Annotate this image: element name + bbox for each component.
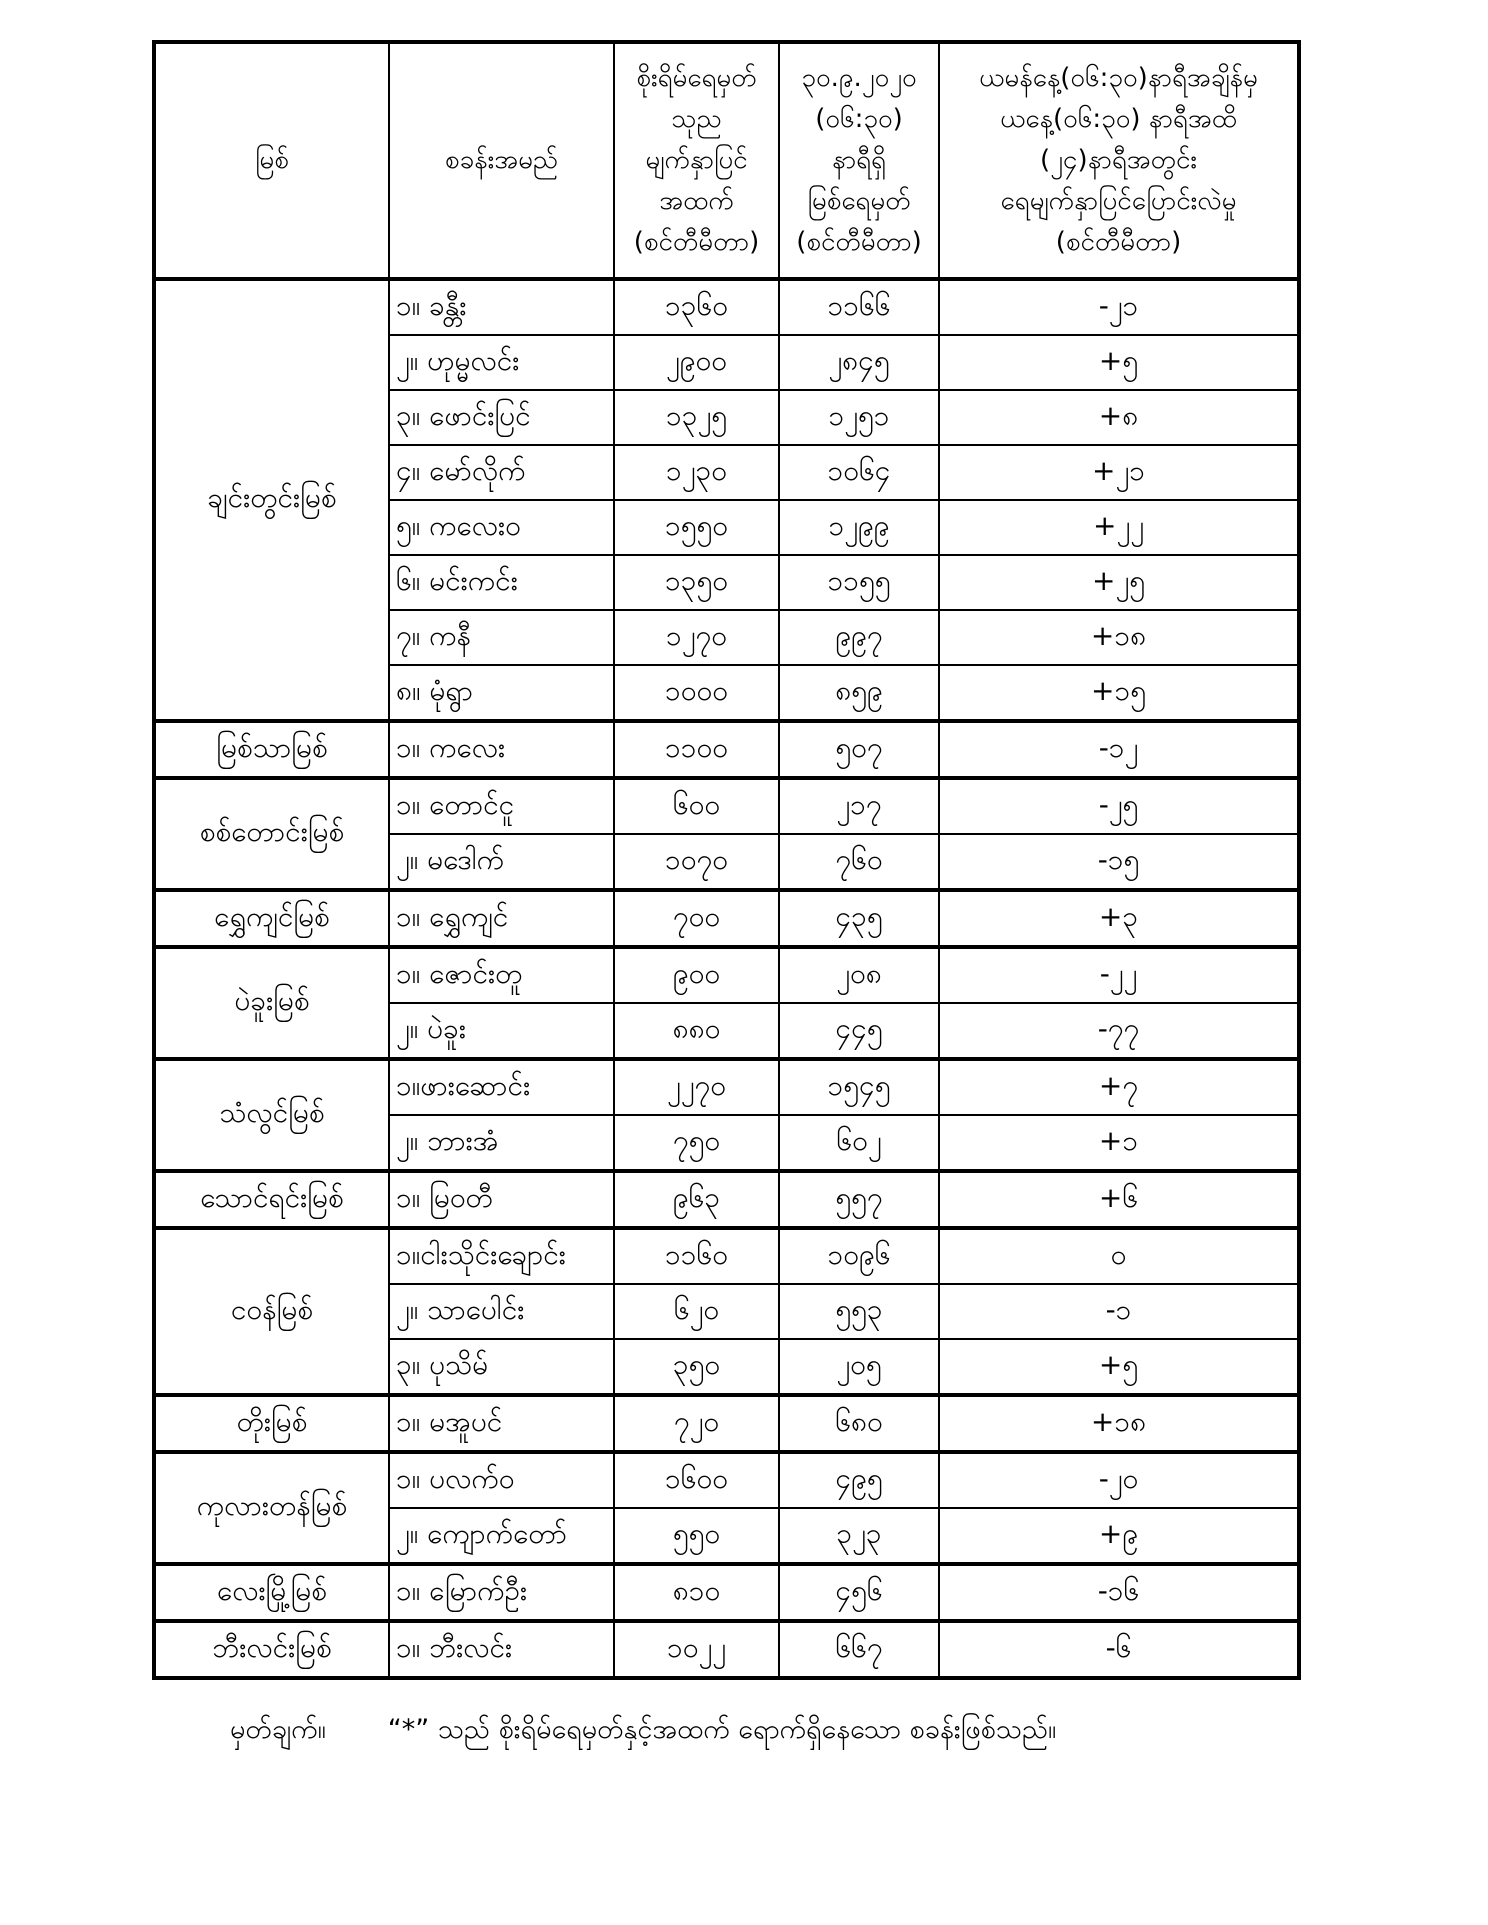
current-level-cell: ၁၂၅၁ — [779, 390, 939, 445]
danger-level-cell: ၆၀၀ — [614, 778, 779, 834]
header-danger-line-1: စိုးရိမ်ရေမှတ် — [636, 62, 757, 93]
station-name-cell: ၂။ ဘားအံ — [389, 1115, 614, 1171]
river-name-cell: ချင်းတွင်းမြစ် — [154, 279, 389, 721]
header-row — [154, 42, 1299, 279]
change-cell: +၅ — [939, 1339, 1299, 1395]
river-name-cell: မြစ်သာမြစ် — [154, 721, 389, 778]
header-danger-line-4: အထက် — [659, 186, 734, 217]
station-name-cell: ၁။ ဇောင်းတူ — [389, 947, 614, 1003]
change-cell: +၈ — [939, 390, 1299, 445]
change-cell: -၇၇ — [939, 1003, 1299, 1059]
change-cell: -၂၂ — [939, 947, 1299, 1003]
current-level-cell: ၁၀၉၆ — [779, 1228, 939, 1284]
header-current-line-5: (စင်တီမီတာ) — [796, 227, 922, 258]
current-level-cell: ၆၆၇ — [779, 1621, 939, 1678]
river-name-cell: ငဝန်မြစ် — [154, 1228, 389, 1395]
river-name-cell: စစ်တောင်းမြစ် — [154, 778, 389, 890]
station-name-cell: ၁။ မြဝတီ — [389, 1171, 614, 1228]
river-name-cell: ဘီးလင်းမြစ် — [154, 1621, 389, 1678]
current-level-cell: ၅၅၇ — [779, 1171, 939, 1228]
change-cell: +၉ — [939, 1508, 1299, 1564]
river-name-cell: သံလွင်မြစ် — [154, 1059, 389, 1171]
danger-level-cell: ၇၂၀ — [614, 1395, 779, 1452]
table-row — [154, 1564, 1299, 1621]
danger-level-cell: ၁၃၂၅ — [614, 390, 779, 445]
station-name-cell: ၁။ ပလက်ဝ — [389, 1452, 614, 1508]
change-cell: +၃ — [939, 890, 1299, 947]
station-name-cell: ၇။ ကနီ — [389, 610, 614, 665]
station-name-cell: ၄။ မော်လိုက် — [389, 445, 614, 500]
station-name-cell: ၃။ ဖောင်းပြင် — [389, 390, 614, 445]
change-cell: -၁၆ — [939, 1564, 1299, 1621]
footnote-label: မှတ်ချက်။ — [230, 1714, 326, 1745]
station-name-cell: ၁။ မြောက်ဦး — [389, 1564, 614, 1621]
table-row — [154, 890, 1299, 947]
station-name-cell: ၁။ ကလေး — [389, 721, 614, 778]
current-level-cell: ၂၈၄၅ — [779, 335, 939, 390]
station-name-cell: ၃။ ပုသိမ် — [389, 1339, 614, 1395]
change-cell: -၁၂ — [939, 721, 1299, 778]
river-name-cell: ကုလားတန်မြစ် — [154, 1452, 389, 1564]
danger-level-cell: ၁၃၆၀ — [614, 279, 779, 335]
change-cell: +၁၈ — [939, 610, 1299, 665]
danger-level-cell: ၁၀၂၂ — [614, 1621, 779, 1678]
change-cell: +၂၅ — [939, 555, 1299, 610]
station-name-cell: ၁။ တောင်ငူ — [389, 778, 614, 834]
current-level-cell: ၅၅၃ — [779, 1284, 939, 1339]
change-cell: +၇ — [939, 1059, 1299, 1115]
change-cell: +၆ — [939, 1171, 1299, 1228]
danger-level-cell: ၉၆၃ — [614, 1171, 779, 1228]
header-current-line-4: မြစ်ရေမှတ် — [807, 186, 911, 217]
change-cell: -၁ — [939, 1284, 1299, 1339]
table-row — [154, 1621, 1299, 1678]
change-cell: +၁၈ — [939, 1395, 1299, 1452]
current-level-cell: ၅၀၇ — [779, 721, 939, 778]
header-river — [154, 42, 389, 279]
current-level-cell: ၇၆၀ — [779, 834, 939, 890]
change-cell: -၆ — [939, 1621, 1299, 1678]
current-level-cell: ၁၁၆၆ — [779, 279, 939, 335]
river-name-cell: တိုးမြစ် — [154, 1395, 389, 1452]
river-name-cell: ပဲခူးမြစ် — [154, 947, 389, 1059]
river-levels-table — [152, 40, 1301, 1680]
danger-level-cell: ၅၅၀ — [614, 1508, 779, 1564]
danger-level-cell: ၂၂၇၀ — [614, 1059, 779, 1115]
header-danger-line-2: သုည — [671, 103, 722, 134]
danger-level-cell: ၃၅၀ — [614, 1339, 779, 1395]
table-row — [154, 1228, 1299, 1284]
change-cell: +၅ — [939, 335, 1299, 390]
danger-level-cell: ၁၀၇၀ — [614, 834, 779, 890]
header-current-line-2: (၀၆:၃၀) — [815, 103, 903, 134]
table-row — [154, 721, 1299, 778]
danger-level-cell: ၈၁၀ — [614, 1564, 779, 1621]
change-cell: +၁ — [939, 1115, 1299, 1171]
header-station-label: စခန်းအမည် — [444, 144, 559, 175]
table-row — [154, 1059, 1299, 1115]
current-level-cell: ၄၄၅ — [779, 1003, 939, 1059]
river-name-cell: သောင်ရင်းမြစ် — [154, 1171, 389, 1228]
footnote-text: “*” သည် စိုးရိမ်ရေမှတ်နှင့်အထက် ရောက်ရှိနေသော စခန်းဖြစ်သည်။ — [387, 1714, 1057, 1745]
header-change-line-2: ယနေ့(၀၆:၃၀) နာရီအထိ — [1000, 103, 1237, 134]
change-cell: -၂၅ — [939, 778, 1299, 834]
change-cell: -၁၅ — [939, 834, 1299, 890]
station-name-cell: ၈။ မုံရွာ — [389, 665, 614, 721]
station-name-cell: ၁။ငါးသိုင်းချောင်း — [389, 1228, 614, 1284]
current-level-cell: ၉၉၇ — [779, 610, 939, 665]
danger-level-cell: ၁၅၅၀ — [614, 500, 779, 555]
station-name-cell: ၆။ မင်းကင်း — [389, 555, 614, 610]
header-danger-line-5: (စင်တီမီတာ) — [633, 227, 760, 258]
header-danger-line-3: မျက်နှာပြင် — [645, 144, 748, 175]
header-change-line-1: ယမန်နေ့(၀၆:၃၀)နာရီအချိန်မှ — [979, 62, 1258, 93]
danger-level-cell: ၇၀၀ — [614, 890, 779, 947]
station-name-cell: ၂။ မဒေါက် — [389, 834, 614, 890]
current-level-cell: ၁၁၅၅ — [779, 555, 939, 610]
station-name-cell: ၁။ ရွှေကျင် — [389, 890, 614, 947]
danger-level-cell: ၁၂၇၀ — [614, 610, 779, 665]
header-danger-level — [614, 42, 779, 279]
danger-level-cell: ၁၆၀၀ — [614, 1452, 779, 1508]
station-name-cell: ၁။ ဘီးလင်း — [389, 1621, 614, 1678]
danger-level-cell: ၁၃၅၀ — [614, 555, 779, 610]
danger-level-cell: ၁၁၆၀ — [614, 1228, 779, 1284]
change-cell: -၂၁ — [939, 279, 1299, 335]
river-name-cell: ရွှေကျင်မြစ် — [154, 890, 389, 947]
danger-level-cell: ၂၉၀၀ — [614, 335, 779, 390]
station-name-cell: ၂။ ကျောက်တော် — [389, 1508, 614, 1564]
current-level-cell: ၂၁၇ — [779, 778, 939, 834]
danger-level-cell: ၉၀၀ — [614, 947, 779, 1003]
current-level-cell: ၄၅၆ — [779, 1564, 939, 1621]
danger-level-cell: ၆၂၀ — [614, 1284, 779, 1339]
river-name-cell: လေးမြို့မြစ် — [154, 1564, 389, 1621]
station-name-cell: ၅။ ကလေးဝ — [389, 500, 614, 555]
footnote — [230, 1712, 1330, 1752]
danger-level-cell: ၈၈၀ — [614, 1003, 779, 1059]
station-name-cell: ၁။ မအူပင် — [389, 1395, 614, 1452]
header-current-level — [779, 42, 939, 279]
station-name-cell: ၂။ ပဲခူး — [389, 1003, 614, 1059]
station-name-cell: ၁။ ခန္တီး — [389, 279, 614, 335]
header-station — [389, 42, 614, 279]
current-level-cell: ၄၉၅ — [779, 1452, 939, 1508]
table-row — [154, 1395, 1299, 1452]
current-level-cell: ၆၀၂ — [779, 1115, 939, 1171]
header-river-label: မြစ် — [255, 144, 289, 175]
station-name-cell: ၂။ ဟုမ္မလင်း — [389, 335, 614, 390]
station-name-cell: ၁။ဖားဆောင်း — [389, 1059, 614, 1115]
table-row — [154, 1171, 1299, 1228]
current-level-cell: ၂၀၅ — [779, 1339, 939, 1395]
current-level-cell: ၈၅၉ — [779, 665, 939, 721]
header-change-line-5: (စင်တီမီတာ) — [1055, 227, 1182, 258]
current-level-cell: ၁၂၉၉ — [779, 500, 939, 555]
current-level-cell: ၂၀၈ — [779, 947, 939, 1003]
danger-level-cell: ၁၀၀၀ — [614, 665, 779, 721]
change-cell: +၁၅ — [939, 665, 1299, 721]
current-level-cell: ၄၃၅ — [779, 890, 939, 947]
header-change — [939, 42, 1299, 279]
danger-level-cell: ၁၂၃၀ — [614, 445, 779, 500]
current-level-cell: ၁၀၆၄ — [779, 445, 939, 500]
current-level-cell: ၃၂၃ — [779, 1508, 939, 1564]
table-row — [154, 778, 1299, 834]
station-name-cell: ၂။ သာပေါင်း — [389, 1284, 614, 1339]
current-level-cell: ၁၅၄၅ — [779, 1059, 939, 1115]
change-cell: ၀ — [939, 1228, 1299, 1284]
change-cell: +၂၂ — [939, 500, 1299, 555]
header-change-line-3: (၂၄)နာရီအတွင်း — [1040, 144, 1197, 175]
danger-level-cell: ၇၅၀ — [614, 1115, 779, 1171]
current-level-cell: ၆၈၀ — [779, 1395, 939, 1452]
change-cell: -၂၀ — [939, 1452, 1299, 1508]
table-row — [154, 1452, 1299, 1508]
change-cell: +၂၁ — [939, 445, 1299, 500]
table-row — [154, 279, 1299, 335]
header-change-line-4: ရေမျက်နှာပြင်ပြောင်းလဲမှု — [1000, 186, 1237, 217]
danger-level-cell: ၁၁၀၀ — [614, 721, 779, 778]
header-current-line-1: ၃၀.၉.၂၀၂၀ — [801, 62, 917, 93]
header-current-line-3: နာရီရှိ — [831, 144, 886, 175]
table-row — [154, 947, 1299, 1003]
